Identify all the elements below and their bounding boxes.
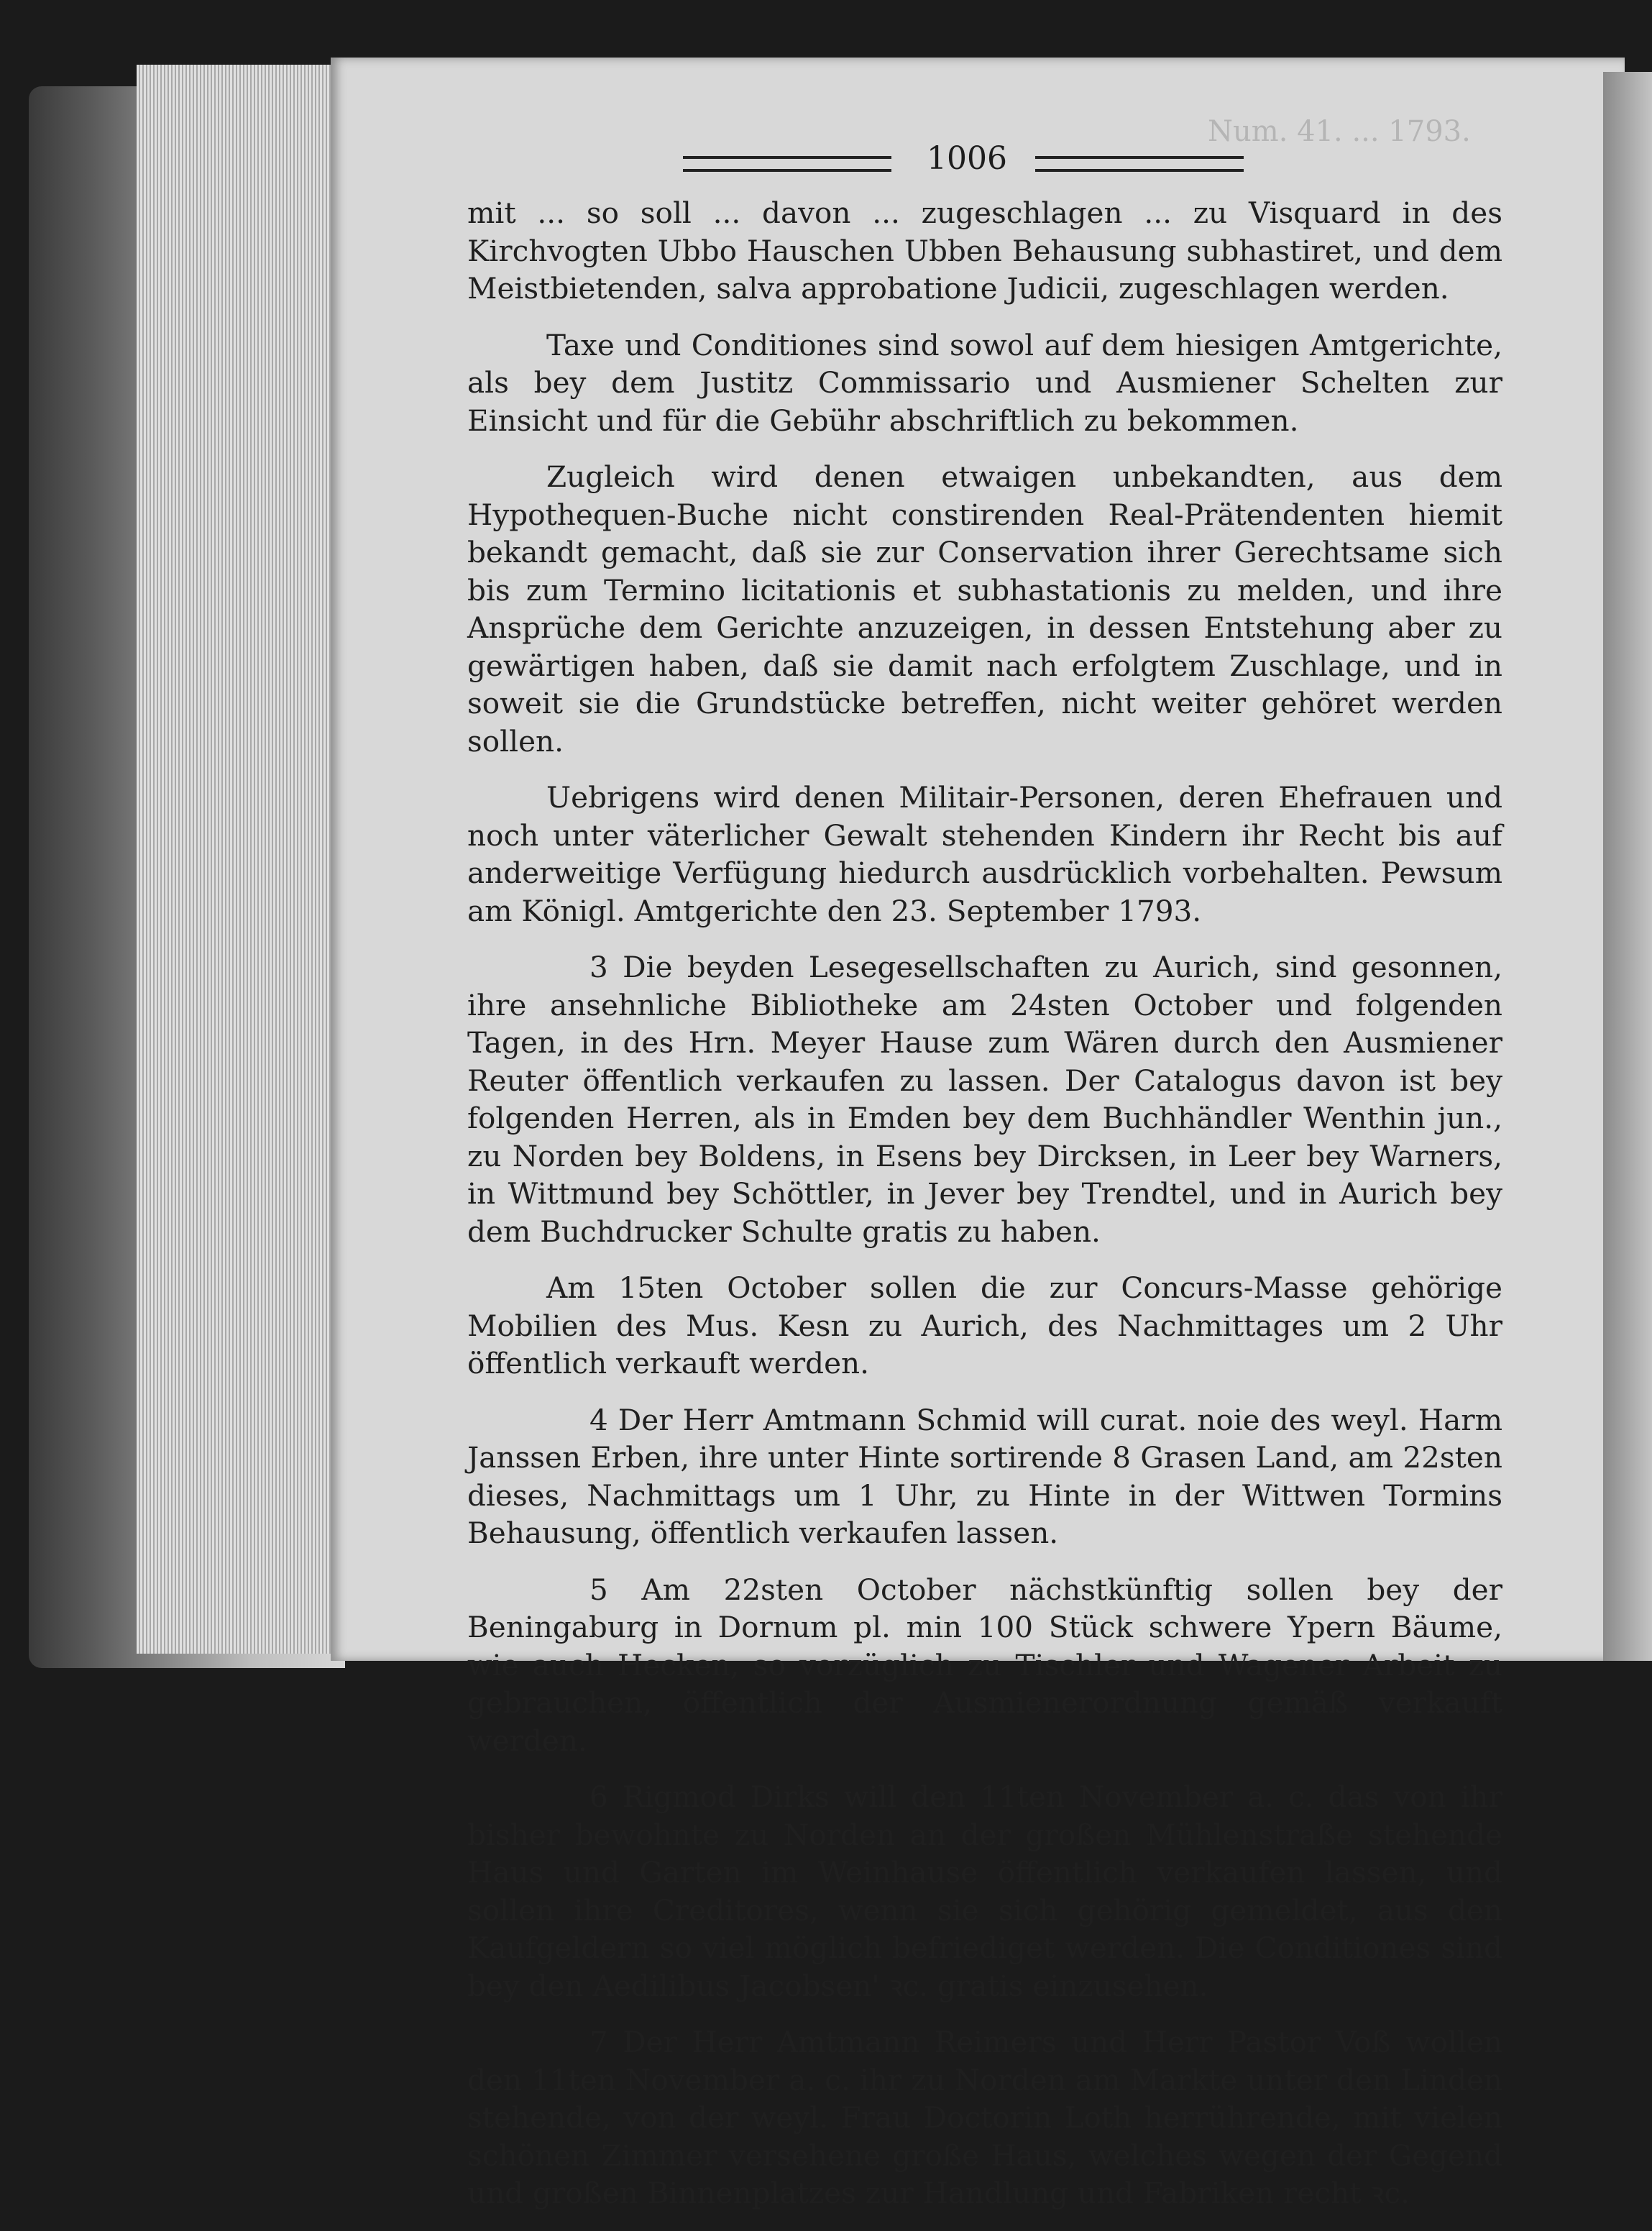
paragraph-taxe: Taxe und Conditiones sind sowol auf dem hiesigen Amtgerichte, als bey dem Justitz Commissario und Ausmiener Schelten zur Einsicht und für die Gebühr abschriftlich zu bekommen. (467, 327, 1502, 438)
page-number: 1006 (927, 140, 1007, 177)
header-rule-left (683, 156, 891, 172)
notice-3: 3 Die beyden Lesegesellschaften zu Aurich, sind gesonnen, ihre ansehnliche Bibliotheke am 24sten October und folgenden Tagen, in des Hrn. Meyer Hause zum Wären durch den Ausmiener Reuter öffentlich verkaufen zu lassen. Der Catalogus davon ist bey folgenden Herren, als in Emden bey dem Buchhändler Wenthin jun., zu Norden bey Boldens, in Esens bey Dircksen, in Leer bey Warners, in Wittmund bey Schöttler, in Jever bey Trendtel, und in Aurich bey dem Buchdrucker Schulte gratis zu haben. (467, 950, 1502, 1249)
notice-6: 6 Rigmod Dirks will den 11ten November a. c. das von ihr bisher bewohnte zu Norden an der großen Mühlenstraße stehende Haus und Garten im Weinhause öffentlich verkaufen lassen, und sollen ihre Creditores, wenn sie sich gehörig gemeldet, aus den Kaufgeldern so viel möglich befriediget werden. Die Conditiones sind bey den Aedilibus Jacobsen' ꝛc. gratis einzusehen. (467, 1779, 1502, 2003)
notice-5: 5 Am 22sten October nächstkünftig sollen bey der Beningaburg in Dornum pl. min 100 Stück schwere Ypern Bäume, wie auch Hecken, so vorzüglich zu Tischler und Wagener Arbeit zu gebrauchen, öffentlich der Ausmienerordnung gemäß verkauft werden. (467, 1572, 1502, 1758)
page-header (683, 140, 1258, 183)
page-edges (137, 65, 345, 1654)
paragraph-zugleich: Zugleich wird denen etwaigen unbekandten, aus dem Hypothequen-Buche nicht constirenden Real-Prätendenten hiemit bekandt gemacht, daß sie zur Conservation ihrer Gerechtsame sich bis zum Termino licitationis et subhastationis zu melden, und ihre Ansprüche dem Gerichte anzuzeigen, in dessen Entstehung aber zu gewärtigen haben, daß sie damit nach erfolgtem Zuschlage, und in soweit sie die Grundstücke betreffen, nicht weiter gehöret werden sollen. (467, 459, 1502, 759)
notice-4: 4 Der Herr Amtmann Schmid will curat. noie des weyl. Harm Janssen Erben, ihre unter Hinte sortirende 8 Grasen Land, am 22sten dieses, Nachmittags um 1 Uhr, zu Hinte in der Wittwen Tormins Behausung, öffentlich verkaufen lassen. (467, 1402, 1502, 1550)
paragraph-subhastation: mit ... so soll ... davon ... zugeschlagen ... zu Visquard in des Kirchvogten Ubbo Hauschen Ubben Behausung subhastiret, und dem Meistbietenden, salva approbatione Judicii, zugeschlagen werden. (467, 196, 1502, 306)
facing-page-edge (1603, 72, 1652, 1661)
notice-concurs: Am 15ten October sollen die zur Concurs-Masse gehörige Mobilien des Mus. Kesn zu Aurich, des Nachmittages um 2 Uhr öffentlich verkauft werden. (467, 1270, 1502, 1380)
page-text (467, 194, 1502, 2231)
bleed-through-heading: Num. 41. ... 1793. (1208, 115, 1471, 148)
paragraph-uebrigens: Uebrigens wird denen Militair-Personen, deren Ehefrauen und noch unter väterlicher Gewalt stehenden Kindern ihr Recht bis auf anderweitige Verfügung hiedurch ausdrücklich vorbehalten. Pewsum am Königl. Amtgerichte den 23. September 1793. (467, 780, 1502, 928)
header-rule-right (1035, 156, 1244, 172)
notice-7: 7 Der Herr Amtmann Reimers und Herr Pastor Voß wollen den 11ten November a. c. ihr zu Norden am Markte unter den Linden stehende, von der weyl. Frau Doctorin Loth herrührende, mit vielen schönen Zimmer versehene große Haus, welches wegen der Gegend und großen Binnenplatzes zur Handlung und Fabriken recht ꝛc. (467, 2025, 1502, 2210)
